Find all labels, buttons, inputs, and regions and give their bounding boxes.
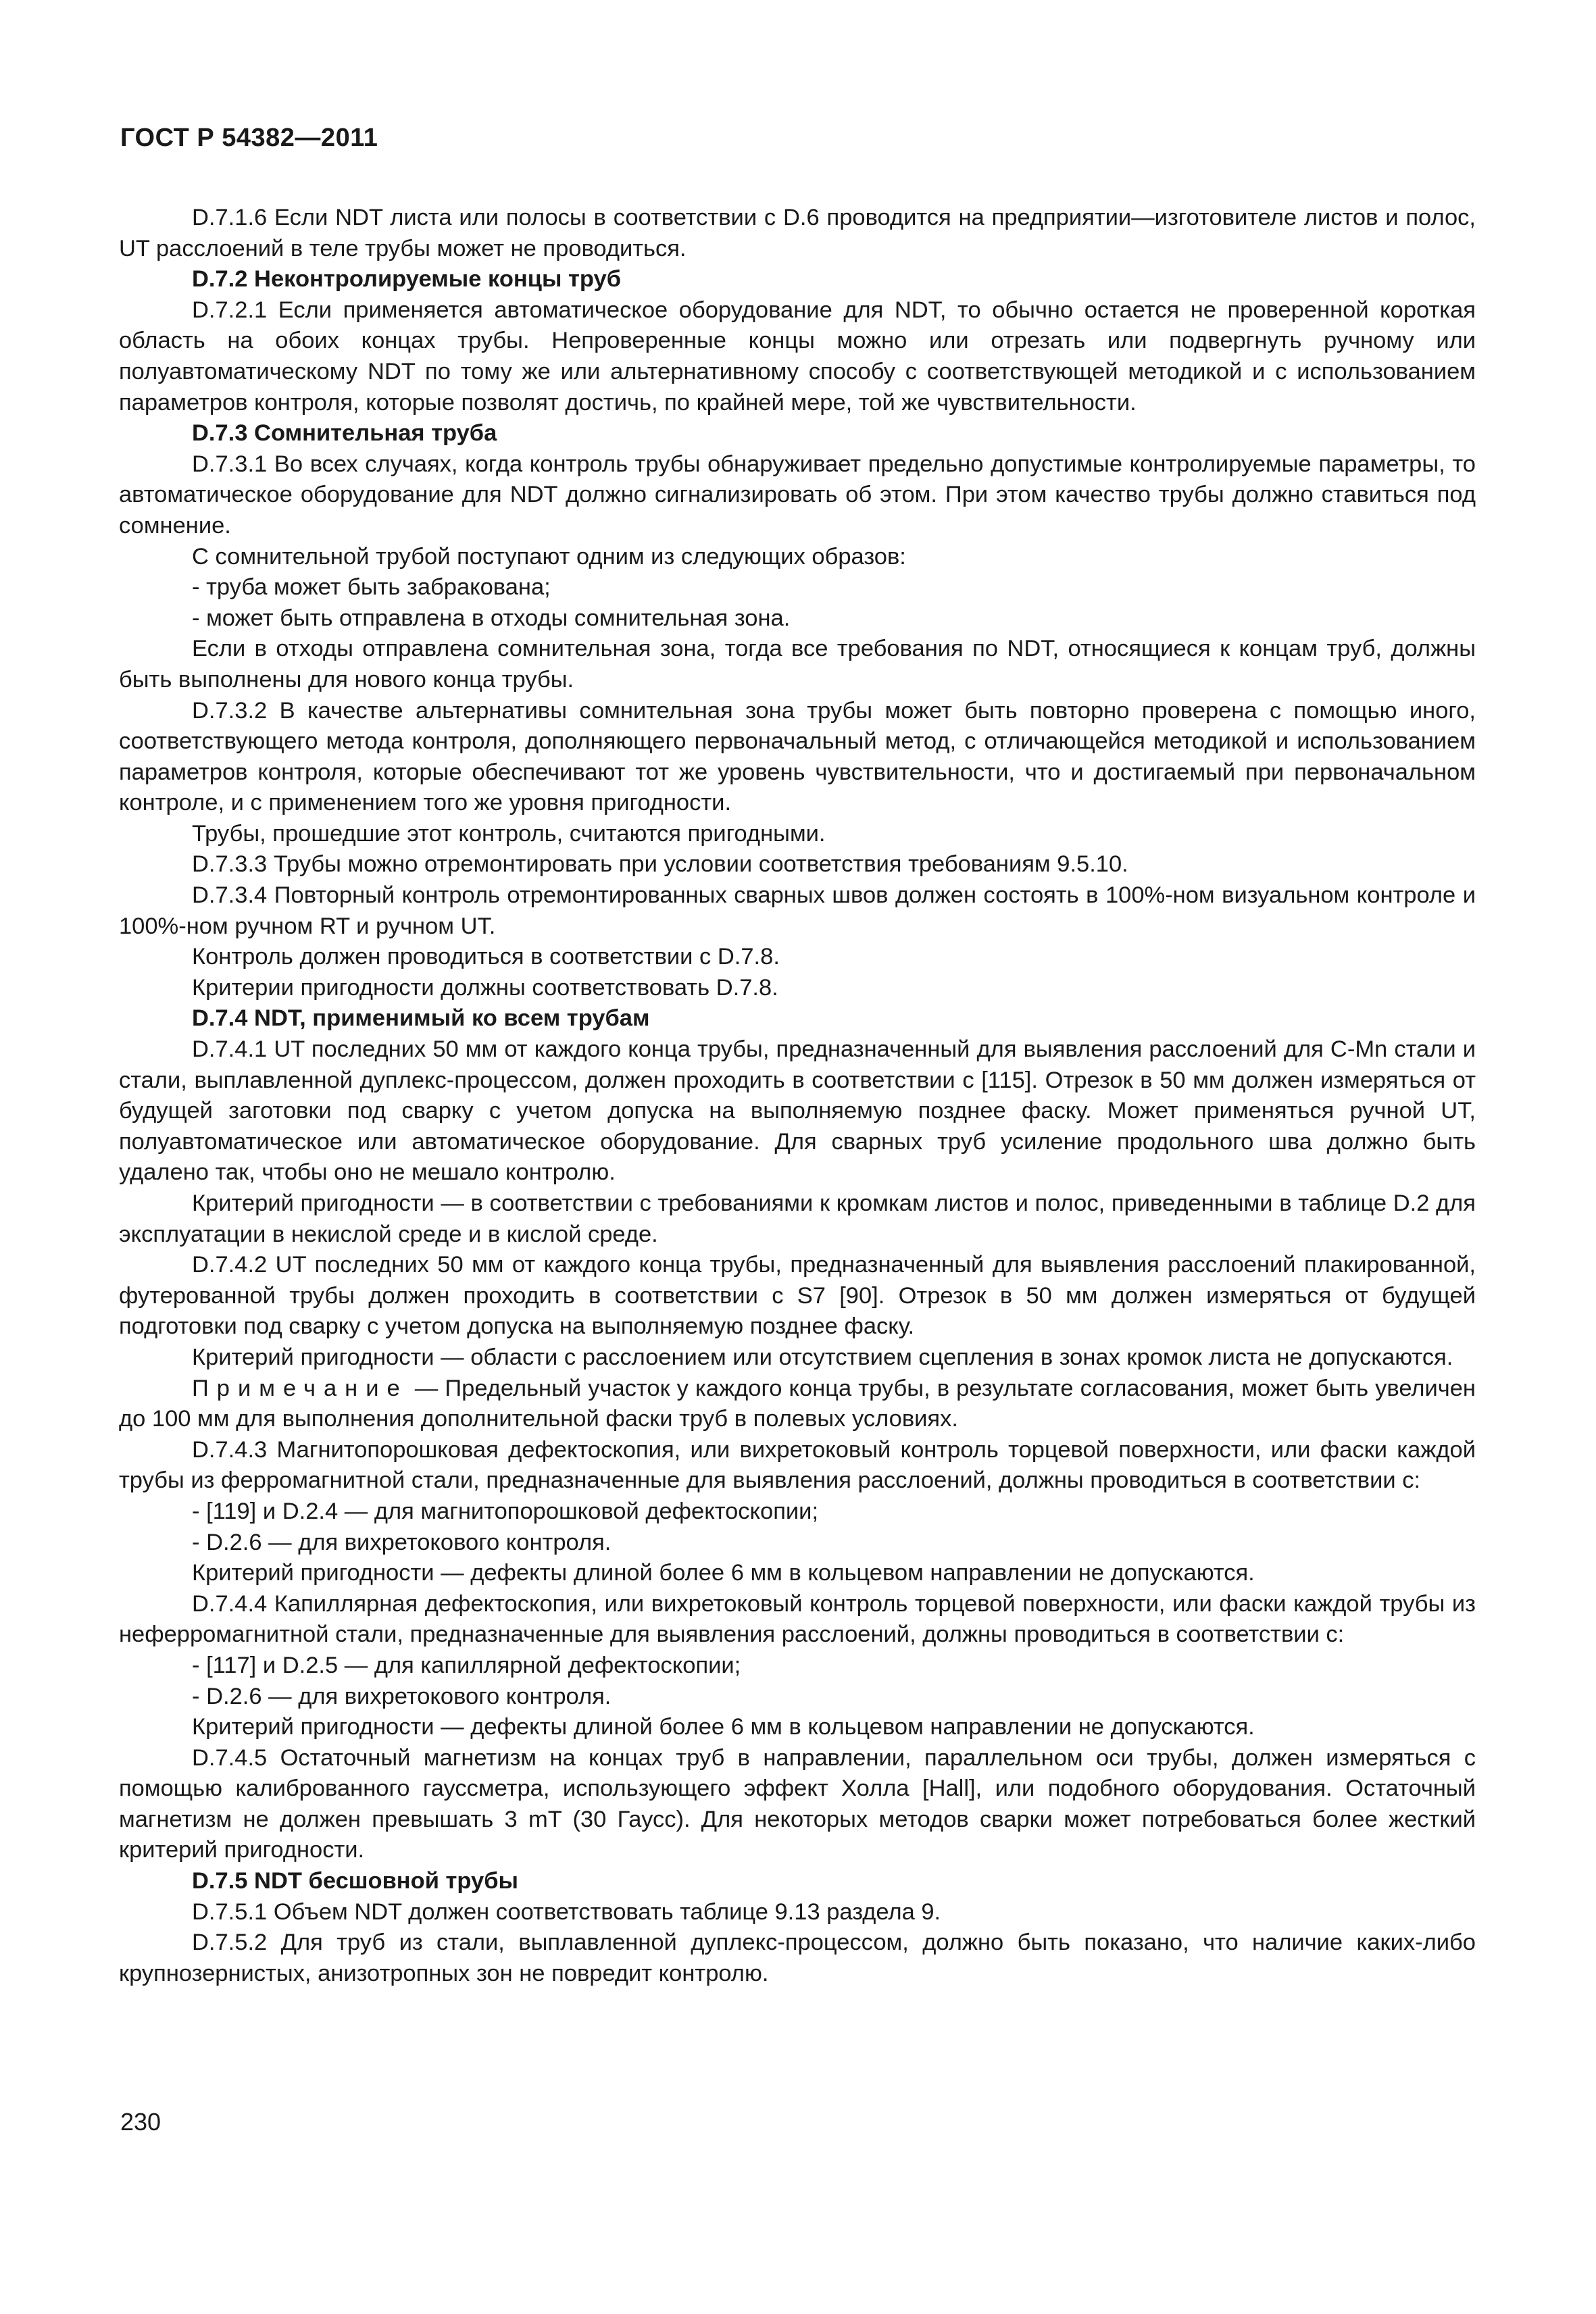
paragraph-criterion-6mm-1: Критерий пригодности — дефекты длиной более 6 мм в кольцевом направлении не допускаются. (192, 1560, 1255, 1586)
paragraph-d7-5-2: D.7.5.2 Для труб из стали, выплавленной дуплекс-процессом, должно быть показано, что наличие каких-либо крупнозернистых, анизотропных зон не повредит контролю. (119, 1930, 1476, 1986)
paragraph-control-d7-8: Контроль должен проводиться в соответствии с D.7.8. (192, 944, 780, 970)
paragraph-criterion-6mm-2: Критерий пригодности — дефекты длиной более 6 мм в кольцевом направлении не допускаются. (192, 1714, 1255, 1740)
section-heading-d7-2: D.7.2 Неконтролируемые концы труб (192, 266, 622, 293)
paragraph-d7-3-2: D.7.3.2 В качестве альтернативы сомнительная зона трубы может быть повторно проверена с помощью иного, соответствующего метода контроля, дополняющего первоначальный метод, с отличающейся методикой и использованием параметров контроля, которые обеспечивают тот же уровень чувствительности, что и достигаемый при первоначальном контроле, и с применением того же уровня пригодности. (119, 697, 1476, 816)
note-paragraph (119, 1374, 1476, 1435)
list-item-eddy-current-1: - D.2.6 — для вихретокового контроля. (192, 1529, 612, 1555)
paragraph-d7-5-1: D.7.5.1 Объем NDT должен соответствовать таблице 9.13 раздела 9. (192, 1898, 941, 1925)
paragraph-d7-4-5: D.7.4.5 Остаточный магнетизм на концах труб в направлении, параллельном оси трубы, должен измеряться с помощью калиброванного гауссметра, использующего эффект Холла [Hall], или подобного оборудования. Остаточный магнетизм не должен превышать 3 mT (30 Гаусс). Для некоторых методов сварки может потребоваться более жесткий критерий пригодности. (119, 1744, 1476, 1863)
paragraph-new-end: Если в отходы отправлена сомнительная зона, тогда все требования по NDT, относящиеся к концам труб, должны быть выполнены для нового конца трубы. (119, 636, 1476, 693)
list-item-penetrant: - [117] и D.2.5 — для капиллярной дефектоскопии; (192, 1652, 741, 1678)
note-text: — Предельный участок у каждого конца трубы, в результате согласования, может быть увеличен до 100 мм для выполнения дополнительной фаски труб в полевых условиях. (119, 1375, 1476, 1432)
list-item-reject: - труба может быть забракована; (192, 574, 551, 601)
paragraph-options-intro: С сомнительной трубой поступают одним из следующих образов: (192, 543, 906, 570)
section-heading-d7-3: D.7.3 Сомнительная труба (192, 420, 497, 447)
paragraph-d7-1-6: D.7.1.6 Если NDT листа или полосы в соответствии с D.6 проводится на предприятии—изготовителе листов и полос, UT расслоений в теле трубы может не проводиться. (119, 205, 1476, 261)
paragraph-criteria-d7-8: Критерии пригодности должны соответствовать D.7.8. (192, 974, 778, 1001)
paragraph-d7-4-4: D.7.4.4 Капиллярная дефектоскопия, или вихретоковый контроль торцевой поверхности, или фаски каждой трубы из неферромагнитной стали, предназначенные для выявления расслоений, должны проводиться в соответствии с: (119, 1590, 1476, 1648)
paragraph-d7-4-3: D.7.4.3 Магнитопорошковая дефектоскопия, или вихретоковый контроль торцевой поверхности, или фаски каждой трубы из ферромагнитной стали, предназначенные для выявления расслоений, должны проводиться в соответствии с: (119, 1436, 1476, 1494)
list-item-eddy-current-2: - D.2.6 — для вихретокового контроля. (192, 1683, 612, 1709)
paragraph-d7-3-3: D.7.3.3 Трубы можно отремонтировать при условии соответствия требованиям 9.5.10. (192, 851, 1128, 878)
paragraph-d7-3-1: D.7.3.1 Во всех случаях, когда контроль трубы обнаруживает предельно допустимые контролируемые параметры, то автоматическое оборудование для NDT должно сигнализировать об этом. При этом качество трубы должно ставиться под сомнение. (119, 451, 1476, 538)
list-item-magnetic-particle: - [119] и D.2.4 — для магнитопорошковой дефектоскопии; (192, 1498, 819, 1524)
page-number: 230 (120, 2108, 161, 2136)
section-heading-d7-4: D.7.4 NDT, применимый ко всем трубам (192, 1005, 650, 1032)
paragraph-d7-4-1: D.7.4.1 UT последних 50 мм от каждого конца трубы, предназначенный для выявления расслоений для C-Mn стали и стали, выплавленной дуплекс-процессом, должен проходить в соответствии с [115]. Отрезок в 50 мм должен измеряться от будущей заготовки под сварку с учетом допуска на выполняемую позднее фаску. Может применяться ручной UT, полуавтоматическое или автоматическое оборудование. Для сварных труб усиление продольного шва должно быть удалено так, чтобы оно не мешало контролю. (119, 1036, 1476, 1186)
paragraph-d7-3-4: D.7.3.4 Повторный контроль отремонтированных сварных швов должен состоять в 100%-ном визуальном контроле и 100%-ном ручном RT и ручном UT. (119, 882, 1476, 939)
list-item-scrap-zone: - может быть отправлена в отходы сомнительная зона. (192, 605, 791, 631)
paragraph-criterion-table-d2: Критерий пригодности — в соответствии с требованиями к кромкам листов и полос, приведенными в таблице D.2 для эксплуатации в некислой среде и в кислой среде. (119, 1190, 1476, 1247)
document-header: ГОСТ Р 54382—2011 (120, 124, 378, 152)
paragraph-passed: Трубы, прошедшие этот контроль, считаются пригодными. (192, 820, 826, 847)
paragraph-criterion-lamination: Критерий пригодности — области с расслоением или отсутствием сцепления в зонах кромок листа не допускаются. (192, 1344, 1453, 1370)
paragraph-d7-4-2: D.7.4.2 UT последних 50 мм от каждого конца трубы, предназначенный для выявления расслоений плакированной, футерованной трубы должен проходить в соответствии с S7 [90]. Отрезок в 50 мм должен измеряться от будущей подготовки под сварку с учетом допуска на выполняемую позднее фаску. (119, 1252, 1476, 1340)
section-heading-d7-5: D.7.5 NDT бесшовной трубы (192, 1868, 518, 1894)
paragraph-d7-2-1: D.7.2.1 Если применяется автоматическое оборудование для NDT, то обычно остается не проверенной короткая область на обоих концах трубы. Непроверенные концы можно или отрезать или подвергнуть ручному или полуавтоматическому NDT по тому же или альтернативному способу с соответствующей методикой и с использованием параметров контроля, которые позволят достичь, по крайней мере, той же чувствительности. (119, 297, 1476, 416)
note-label: Примечание (192, 1375, 408, 1401)
document-body (119, 203, 1476, 1989)
